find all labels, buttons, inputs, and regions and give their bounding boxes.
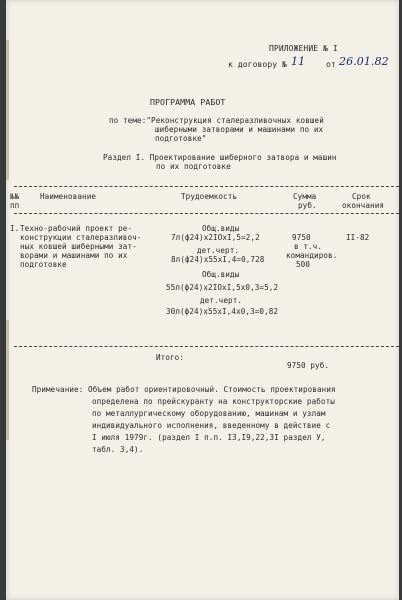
col-header-sum-1: Сумма bbox=[293, 192, 317, 201]
note-line-4: индивидуального исполнения, введенному в действие с bbox=[92, 421, 331, 430]
col-header-term-2: окончания bbox=[342, 201, 385, 210]
sum-travel-value: 500 bbox=[296, 260, 311, 269]
col-header-num-2: пп bbox=[10, 201, 20, 210]
row-name-line-2: конструкции сталеразливоч- bbox=[20, 233, 142, 242]
table-bottom-rule bbox=[14, 346, 399, 347]
labor-line-8: 30л(ф24)х55хI,4х0,3=0,82 bbox=[166, 307, 279, 316]
table-top-rule bbox=[14, 186, 399, 187]
col-header-term-1: Срок bbox=[352, 192, 371, 201]
note-line-3: по металлургическому оборудованию, машинам и узлам bbox=[92, 409, 326, 418]
sum-incl: в т.ч. bbox=[294, 242, 323, 251]
contract-number: 11 bbox=[291, 55, 306, 68]
page-edge-mark bbox=[6, 320, 9, 440]
date-prefix: от bbox=[326, 60, 336, 69]
appendix-heading: ПРИЛОЖЕНИЕ № I bbox=[269, 44, 338, 53]
term-value: II-82 bbox=[346, 233, 370, 242]
col-header-labor: Трудоемкость bbox=[181, 192, 238, 201]
note-line-1: Примечание: Объем работ ориентировочный. Стоимость проектирования bbox=[32, 385, 336, 394]
labor-line-1: Общ.виды bbox=[202, 224, 240, 233]
labor-line-7: дет.черт. bbox=[200, 296, 243, 305]
col-header-num-1: №№ bbox=[10, 192, 20, 201]
note-line-5: I июля 1979г. (раздел I п.п. I3,I9,22,3I раздел У, bbox=[92, 433, 326, 442]
total-label: Итого: bbox=[156, 353, 185, 362]
col-header-sum-2: руб. bbox=[298, 201, 317, 210]
row-name-line-5: подготовке bbox=[20, 260, 67, 269]
sum-value: 9750 bbox=[292, 233, 311, 242]
row-name-line-3: ных ковшей шиберными зат- bbox=[20, 242, 137, 251]
row-number: I. bbox=[10, 224, 20, 233]
document-title: ПРОГРАММА РАБОТ bbox=[150, 97, 226, 107]
sum-travel-label: командиров. bbox=[286, 251, 338, 260]
note-line-6: табл. 3,4). bbox=[92, 445, 144, 454]
topic-line-2: шиберными затворами и машинами по их bbox=[155, 125, 324, 134]
row-name-line-1: Техно-рабочий проект ре- bbox=[20, 224, 133, 233]
labor-line-2: 7л(ф24)х2IОхI,5=2,2 bbox=[171, 233, 260, 242]
labor-line-4: 8л(ф24)х55хI,4=0,728 bbox=[171, 255, 265, 264]
contract-date: 26.01.82 bbox=[339, 55, 389, 68]
note-line-2: определена по прейскуранту на конструкторские работы bbox=[92, 397, 335, 406]
total-value: 9750 руб. bbox=[287, 361, 330, 370]
section-line-2: по их подготовке bbox=[156, 162, 231, 171]
row-name-line-4: ворами и машинами по их bbox=[20, 251, 128, 260]
labor-line-6: 55л(ф24)х2IОхI,5х0,3=5,2 bbox=[166, 283, 279, 292]
contract-prefix: к договору № bbox=[228, 60, 287, 69]
section-line-1: Раздел I. Проектирование шиберного затвора и машин bbox=[103, 153, 337, 162]
topic-line-1: по теме:"Реконструкция сталеразливочных ковшей bbox=[109, 116, 324, 125]
labor-line-5: Общ.виды bbox=[202, 270, 240, 279]
topic-line-3: подготовке" bbox=[155, 134, 207, 143]
table-header-rule bbox=[14, 213, 399, 214]
document-page bbox=[6, 0, 399, 600]
labor-line-3: дет.черт. bbox=[197, 246, 240, 255]
page-edge-mark bbox=[6, 40, 9, 180]
col-header-name: Наименование bbox=[40, 192, 97, 201]
